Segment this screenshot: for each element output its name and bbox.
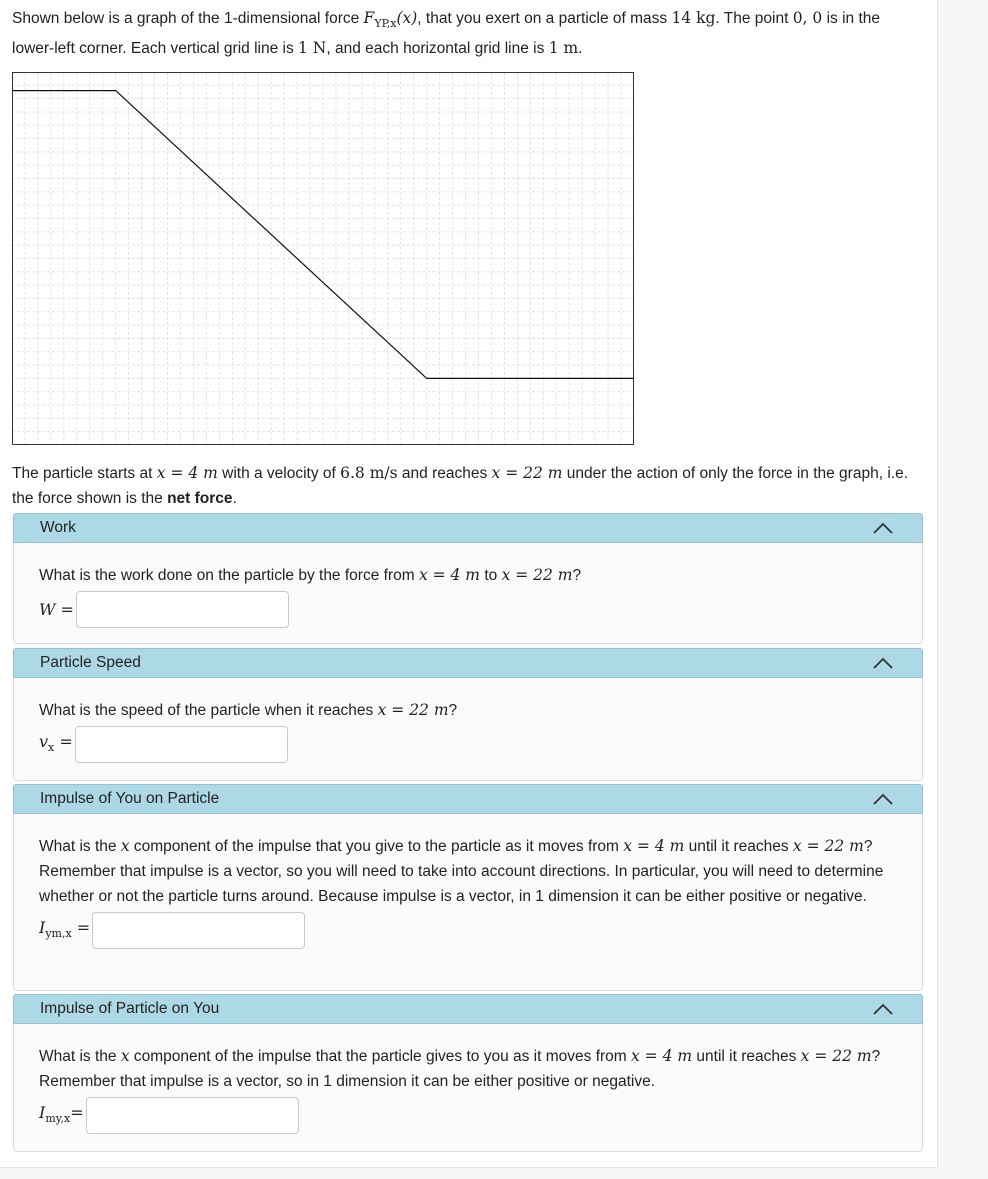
impulse-you-label-equals: =: [71, 917, 91, 937]
conditions-text-1: The particle starts at: [12, 465, 157, 482]
chevron-up-icon[interactable]: [872, 792, 894, 806]
chevron-up-icon[interactable]: [872, 1002, 894, 1016]
intro-text-2: , that you exert on a particle of mass: [417, 10, 672, 27]
speed-panel-title: Particle Speed: [40, 654, 141, 671]
impulse-particle-text-1: What is the: [39, 1048, 121, 1065]
impulse-you-panel-title: Impulse of You on Particle: [40, 790, 220, 807]
work-from-position: x = 4 m: [418, 566, 481, 584]
conditions-text-3: and reaches: [397, 465, 492, 482]
force-subscript: YP,x: [374, 17, 397, 31]
impulse-particle-component: x: [120, 1047, 130, 1065]
impulse-particle-label-equals: =: [70, 1102, 84, 1122]
work-answer-input[interactable]: [76, 591, 289, 628]
problem-intro: [12, 6, 917, 61]
intro-text-1: Shown below is a graph of the 1-dimensional force: [12, 10, 364, 27]
conditions-text-2: with a velocity of: [217, 465, 341, 482]
origin-point: 0, 0: [792, 9, 823, 27]
impulse-particle-to: x = 22 m: [800, 1047, 872, 1065]
impulse-you-panel: [13, 784, 923, 991]
impulse-you-question: [39, 834, 902, 909]
conditions-text-5: .: [232, 490, 237, 507]
impulse-you-text-3: until it reaches: [684, 838, 793, 855]
end-position: x = 22 m: [491, 464, 563, 482]
impulse-particle-panel: [13, 994, 923, 1152]
horizontal-grid-unit: 1 m: [548, 39, 579, 58]
work-panel-header[interactable]: [13, 513, 923, 543]
speed-answer-label: [39, 729, 73, 760]
impulse-you-text-1: What is the: [39, 838, 121, 855]
impulse-you-label-subscript: ym,x: [45, 927, 72, 941]
work-question-text-2: to: [480, 567, 502, 584]
problem-conditions: [12, 461, 917, 511]
impulse-you-text-4: ? Remember that impulse is a vector, so you will need to take into account directions. In particular, you will need to determine whether or not the particle turns around. Because impulse is a vector, in 1 dimension it can be either positive or negative.: [39, 838, 884, 905]
impulse-particle-answer-label: [39, 1100, 84, 1131]
vertical-grid-unit: 1 N: [298, 39, 327, 58]
impulse-particle-text-3: until it reaches: [692, 1048, 801, 1065]
net-force-emphasis: net force: [167, 490, 233, 507]
speed-label-equals: =: [54, 731, 73, 751]
grid-lines: [12, 72, 634, 445]
conditions-text-4: under the action of only the force in the graph, i.e. the force shown is the: [12, 465, 908, 507]
impulse-you-to: x = 22 m: [792, 837, 864, 855]
work-panel: [13, 513, 923, 644]
impulse-particle-text-4: ? Remember that impulse is a vector, so in 1 dimension it can be either positive or negative.: [39, 1048, 881, 1090]
work-answer-label: W =: [39, 600, 74, 619]
start-position: x = 4 m: [156, 464, 218, 482]
force-argument: (x): [396, 9, 418, 27]
speed-question-text-2: ?: [448, 702, 458, 719]
speed-label-subscript: x: [48, 741, 55, 755]
impulse-particle-label-symbol: I: [39, 1102, 46, 1122]
work-panel-title: Work: [40, 519, 76, 536]
impulse-you-from: x = 4 m: [623, 837, 685, 855]
force-symbol: F: [363, 9, 375, 27]
impulse-you-panel-header[interactable]: [13, 784, 923, 814]
speed-question-text-1: What is the speed of the particle when it reaches: [39, 702, 378, 719]
intro-text-5: , and each horizontal grid line is: [326, 40, 549, 58]
intro-text-6: .: [578, 40, 583, 58]
force-graph: [12, 72, 634, 445]
impulse-particle-text-2: component of the impulse that the particle gives to you as it moves from: [129, 1048, 632, 1065]
speed-question: [39, 698, 922, 723]
impulse-particle-panel-title: Impulse of Particle on You: [40, 1000, 220, 1017]
speed-target-position: x = 22 m: [377, 701, 449, 719]
chevron-up-icon[interactable]: [872, 521, 894, 535]
impulse-particle-answer-input[interactable]: [86, 1097, 299, 1134]
speed-panel-header[interactable]: [13, 648, 923, 678]
impulse-you-answer-input[interactable]: [92, 912, 305, 949]
impulse-particle-panel-header[interactable]: [13, 994, 923, 1024]
impulse-you-component: x: [120, 837, 130, 855]
impulse-particle-question: [39, 1044, 902, 1094]
work-to-position: x = 22 m: [501, 566, 573, 584]
initial-velocity: 6.8 m/s: [340, 464, 398, 482]
intro-text-4: is in the lower-left corner. Each vertical grid line is: [12, 10, 880, 58]
impulse-you-label-symbol: I: [39, 917, 46, 937]
work-question-text-3: ?: [572, 567, 582, 584]
impulse-you-answer-label: [39, 915, 90, 946]
speed-panel: [13, 648, 923, 781]
impulse-particle-from: x = 4 m: [631, 1047, 693, 1065]
work-question: [39, 563, 922, 588]
chevron-up-icon[interactable]: [872, 656, 894, 670]
work-question-text-1: What is the work done on the particle by the force from: [39, 567, 419, 584]
impulse-you-text-2: component of the impulse that you give to the particle as it moves from: [129, 838, 624, 855]
speed-answer-input[interactable]: [75, 726, 288, 763]
speed-label-symbol: v: [39, 731, 49, 751]
mass-value: 14 kg: [671, 9, 716, 27]
impulse-particle-label-subscript: my,x: [45, 1112, 71, 1126]
intro-text-3: . The point: [715, 10, 793, 27]
